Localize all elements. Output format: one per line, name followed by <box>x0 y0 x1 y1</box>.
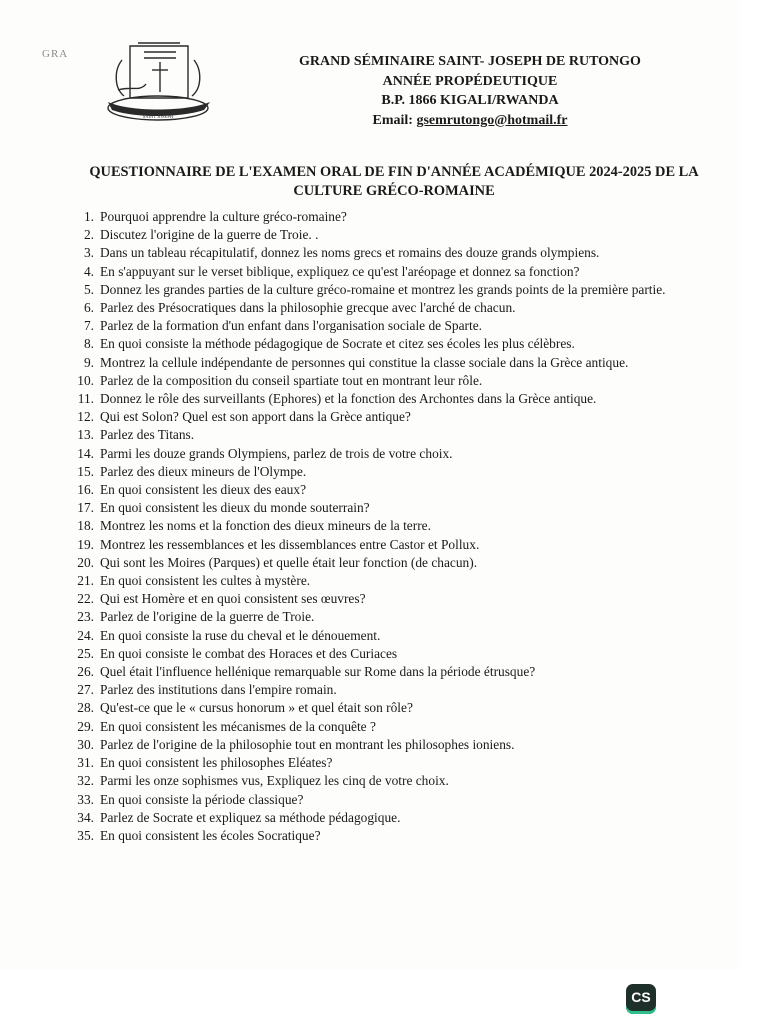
question-number: 31. <box>77 755 94 771</box>
question-item <box>72 244 732 262</box>
question-item <box>72 554 732 572</box>
document-title <box>80 163 708 200</box>
question-text: Parlez des Titans. <box>100 427 195 443</box>
question-item <box>72 499 732 517</box>
question-number: 13. <box>77 427 94 443</box>
question-number: 15. <box>77 463 94 479</box>
svg-text:SAINT JOSEPH: SAINT JOSEPH <box>142 114 174 119</box>
question-text: Qui est Homère et en quoi consistent ses œuvres? <box>100 591 366 607</box>
question-number: 9. <box>83 354 94 370</box>
question-text: Donnez le rôle des surveillants (Ephores) et la fonction des Archontes dans la Grèce antique. <box>100 391 597 407</box>
question-text: Montrez la cellule indépendante de personnes qui constitue la classe sociale dans la Grèce antique. <box>100 354 629 370</box>
question-item <box>72 572 732 590</box>
question-number: 6. <box>83 300 94 316</box>
question-number: 5. <box>83 281 94 297</box>
question-text: Donnez les grandes parties de la culture gréco-romaine et montrez les grands points de la première partie. <box>100 281 666 297</box>
question-text: En quoi consistent les cultes à mystère. <box>100 573 311 589</box>
question-text: En quoi consistent les dieux des eaux? <box>100 482 307 498</box>
question-item <box>72 754 732 772</box>
question-item <box>72 426 732 444</box>
question-item <box>72 772 732 790</box>
question-number: 34. <box>77 809 94 825</box>
question-number: 12. <box>77 409 94 425</box>
question-text: Parlez des institutions dans l'empire romain. <box>100 682 337 698</box>
question-item <box>72 809 732 827</box>
question-item <box>72 481 732 499</box>
question-text: Qui sont les Moires (Parques) et quelle était leur fonction (de chacun). <box>100 554 478 570</box>
question-text: Parlez de la formation d'un enfant dans l'organisation sociale de Sparte. <box>100 318 482 334</box>
question-number: 20. <box>77 554 94 570</box>
question-text: Parlez de l'origine de la guerre de Troie. <box>100 609 315 625</box>
question-text: Montrez les ressemblances et les dissemblances entre Castor et Pollux. <box>100 536 480 552</box>
question-text: Discutez l'origine de la guerre de Troie. . <box>100 227 319 243</box>
question-text: En quoi consistent les écoles Socratique? <box>100 827 321 843</box>
question-text: Dans un tableau récapitulatif, donnez les noms grecs et romains des douze grands olympiens. <box>100 245 600 261</box>
question-number: 16. <box>77 482 94 498</box>
question-number: 7. <box>83 318 94 334</box>
question-number: 32. <box>77 773 94 789</box>
question-number: 19. <box>77 536 94 552</box>
question-number: 11. <box>77 391 94 407</box>
question-text: Montrez les noms et la fonction des dieux mineurs de la terre. <box>100 518 431 534</box>
question-item <box>72 317 732 335</box>
question-text: En quoi consistent les mécanismes de la conquête ? <box>100 718 376 734</box>
question-number: 28. <box>77 700 94 716</box>
question-item <box>72 718 732 736</box>
question-item <box>72 590 732 608</box>
question-item <box>72 226 732 244</box>
question-text: Pourquoi apprendre la culture gréco-romaine? <box>100 209 347 224</box>
question-item <box>72 699 732 717</box>
question-number: 23. <box>77 609 94 625</box>
question-number: 22. <box>77 591 94 607</box>
academic-level: ANNÉE PROPÉDEUTIQUE <box>382 73 558 89</box>
question-text: Quel était l'influence hellénique remarquable sur Rome dans la période étrusque? <box>100 664 536 680</box>
question-number: 29. <box>77 718 94 734</box>
question-item <box>72 335 732 353</box>
question-number: 1. <box>83 209 94 224</box>
institution-name: GRAND SÉMINAIRE SAINT- JOSEPH DE RUTONGO <box>299 54 641 69</box>
question-text: Parmi les douze grands Olympiens, parlez de trois de votre choix. <box>100 445 453 461</box>
question-item <box>72 791 732 809</box>
question-text: Parlez de Socrate et expliquez sa méthode pédagogique. <box>100 809 401 825</box>
question-text: En quoi consistent les dieux du monde souterrain? <box>100 500 370 516</box>
question-item <box>72 608 732 626</box>
scan-artifact-text: GRA <box>42 48 69 60</box>
question-number: 30. <box>77 736 94 752</box>
svg-text:GRAND SÉMINAIRE: GRAND SÉMINAIRE <box>132 102 184 108</box>
question-item <box>72 536 732 554</box>
question-item <box>72 281 732 299</box>
email-link[interactable]: gsemrutongo@hotmail.fr <box>416 112 568 128</box>
email-label: Email: <box>372 112 413 128</box>
question-text: En quoi consiste le combat des Horaces et des Curiaces <box>100 645 398 661</box>
question-text: En s'appuyant sur le verset biblique, expliquez ce qu'est l'aréopage et donnez sa fonction? <box>100 263 580 279</box>
question-text: En quoi consiste la méthode pédagogique de Socrate et citez ses écoles les plus célèbres. <box>100 336 575 352</box>
email-line <box>270 111 670 131</box>
question-item <box>72 827 732 845</box>
camscanner-badge: CS <box>626 984 656 1014</box>
question-item <box>72 517 732 535</box>
question-text: Qu'est-ce que le « cursus honorum » et quel était son rôle? <box>100 700 413 716</box>
question-number: 27. <box>77 682 94 698</box>
question-item <box>72 681 732 699</box>
question-item <box>72 390 732 408</box>
institution-header <box>270 52 670 130</box>
question-text: En quoi consiste la période classique? <box>100 791 304 807</box>
question-number: 10. <box>77 372 94 388</box>
question-item <box>72 354 732 372</box>
question-number: 35. <box>77 827 94 843</box>
question-number: 24. <box>77 627 94 643</box>
question-item <box>72 372 732 390</box>
title-line-2: CULTURE GRÉCO-ROMAINE <box>293 182 495 199</box>
question-number: 8. <box>83 336 94 352</box>
seminary-logo <box>100 40 215 122</box>
question-number: 26. <box>77 664 94 680</box>
question-item <box>72 736 732 754</box>
question-text: Parlez des dieux mineurs de l'Olympe. <box>100 463 307 479</box>
question-text: Qui est Solon? Quel est son apport dans la Grèce antique? <box>100 409 411 425</box>
question-text: Parmi les onze sophismes vus, Expliquez les cinq de votre choix. <box>100 773 449 789</box>
question-item <box>72 663 732 681</box>
question-number: 14. <box>77 445 94 461</box>
question-item <box>72 299 732 317</box>
question-number: 21. <box>77 573 94 589</box>
question-number: 33. <box>77 791 94 807</box>
question-list <box>72 208 732 845</box>
question-text: Parlez de la composition du conseil spartiate tout en montrant leur rôle. <box>100 372 483 388</box>
title-line-1: QUESTIONNAIRE DE L'EXAMEN ORAL DE FIN D'ANNÉE ACADÉMIQUE 2024-2025 DE LA <box>89 164 699 180</box>
question-item <box>72 463 732 481</box>
question-number: 18. <box>77 518 94 534</box>
question-number: 4. <box>83 263 94 279</box>
question-number: 2. <box>83 227 94 243</box>
question-item <box>72 208 732 226</box>
question-item <box>72 408 732 426</box>
question-number: 17. <box>77 500 94 516</box>
question-item <box>72 263 732 281</box>
question-text: Parlez des Présocratiques dans la philosophie grecque avec l'arché de chacun. <box>100 300 516 316</box>
question-text: En quoi consiste la ruse du cheval et le dénouement. <box>100 627 381 643</box>
question-number: 25. <box>77 645 94 661</box>
question-item <box>72 627 732 645</box>
postal-address: B.P. 1866 KIGALI/RWANDA <box>381 93 559 108</box>
question-item <box>72 645 732 663</box>
question-number: 3. <box>83 245 94 261</box>
question-text: Parlez de l'origine de la philosophie tout en montrant les philosophes ioniens. <box>100 736 515 752</box>
question-text: En quoi consistent les philosophes Eléates? <box>100 755 333 771</box>
question-item <box>72 445 732 463</box>
